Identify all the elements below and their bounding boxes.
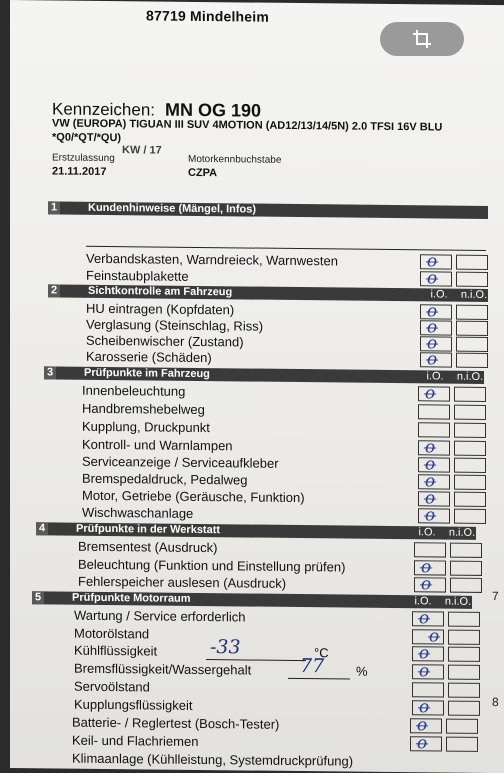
motor-value: CZPA bbox=[188, 166, 218, 180]
check-nio[interactable] bbox=[448, 612, 480, 627]
check-nio[interactable] bbox=[450, 561, 482, 576]
item-verglasung: Verglasung (Steinschlag, Riss) bbox=[86, 316, 264, 334]
item-serviceanzeige: Serviceanzeige / Serviceaufkleber bbox=[82, 453, 279, 471]
tick-mark: ꝋ bbox=[424, 383, 437, 404]
check-nio[interactable] bbox=[456, 353, 488, 368]
item-bremspedaldruck: Bremspedaldruck, Pedalweg bbox=[82, 470, 248, 488]
tick-mark: ꝋ bbox=[424, 454, 437, 475]
check-nio[interactable] bbox=[448, 683, 480, 698]
item-batterie: Batterie- / Reglertest (Bosch-Tester) bbox=[72, 714, 280, 732]
kuehl-value-line bbox=[206, 659, 306, 661]
vehicle-power: KW / 17 bbox=[122, 144, 162, 157]
tick-mark: ꝋ bbox=[420, 557, 433, 578]
item-innenbeleuchtung: Innenbeleuchtung bbox=[82, 382, 186, 399]
item-motor-getriebe: Motor, Getriebe (Geräusche, Funktion) bbox=[82, 487, 305, 506]
tick-mark: ꝋ bbox=[418, 608, 431, 629]
tick-mark: ꝋ bbox=[424, 488, 437, 509]
tick-mark: ꝋ bbox=[416, 733, 429, 754]
check-nio[interactable] bbox=[454, 387, 486, 402]
check-nio[interactable] bbox=[456, 305, 488, 320]
item-feinstaubplakette: Feinstaubplakette bbox=[86, 267, 189, 284]
section-1-header: 1 Kundenhinweise (Mängel, Infos) bbox=[48, 201, 488, 219]
check-nio[interactable] bbox=[454, 509, 486, 524]
tick-mark: ꝋ bbox=[426, 301, 439, 322]
check-nio[interactable] bbox=[456, 337, 488, 352]
item-wischwaschanlage: Wischwaschanlage bbox=[82, 504, 194, 521]
check-nio[interactable] bbox=[454, 441, 486, 456]
check-nio[interactable] bbox=[454, 475, 486, 490]
item-bremsfluessigkeit: Bremsflüssigkeit/Wassergehalt bbox=[74, 660, 252, 678]
vehicle-codes: *Q0/*QT/*QU) bbox=[52, 131, 122, 145]
tick-mark: ꝋ bbox=[420, 574, 433, 595]
item-kuehlfluessigkeit: Kühlflüssigkeit bbox=[74, 642, 158, 659]
item-karosserie: Karosserie (Schäden) bbox=[86, 348, 212, 366]
check-nio[interactable] bbox=[446, 719, 478, 734]
notes-line bbox=[86, 246, 486, 251]
kennzeichen-label: Kennzeichen: bbox=[52, 99, 156, 120]
tick-mark: ꝋ bbox=[426, 333, 439, 354]
item-handbremshebelweg: Handbremshebelweg bbox=[82, 400, 205, 418]
tick-mark: ꝋ bbox=[424, 437, 437, 458]
check-nio[interactable] bbox=[456, 272, 488, 287]
item-keilriemen: Keil- und Flachriemen bbox=[72, 732, 199, 749]
kennzeichen-value: MN OG 190 bbox=[165, 99, 262, 121]
check-nio[interactable] bbox=[456, 255, 488, 270]
check-nio[interactable] bbox=[456, 321, 488, 336]
item-fehlerspeicher: Fehlerspeicher auslesen (Ausdruck) bbox=[78, 573, 287, 591]
header-address: 87719 Mindelheim bbox=[146, 7, 270, 25]
tick-mark: ꝋ bbox=[418, 697, 431, 718]
inspection-sheet bbox=[10, 0, 504, 773]
check-nio[interactable] bbox=[448, 647, 480, 662]
vehicle-description: VW (EUROPA) TIGUAN III SUV 4MOTION (AD12/13/14/5N) 2.0 TFSI 16V BLU bbox=[52, 117, 443, 134]
item-scheibenwischer: Scheibenwischer (Zustand) bbox=[86, 332, 244, 350]
check-nio[interactable] bbox=[454, 423, 486, 438]
tick-mark: ꝋ bbox=[424, 471, 437, 492]
item-klimaanlage: Klimaanlage (Kühlleistung, Systemdruckprüfung) bbox=[72, 750, 354, 769]
check-nio[interactable] bbox=[450, 543, 482, 558]
crop-button[interactable] bbox=[380, 22, 464, 56]
edge-number: 7 bbox=[492, 589, 499, 604]
check-nio[interactable] bbox=[448, 630, 480, 645]
check-nio[interactable] bbox=[448, 701, 480, 716]
item-wartung: Wartung / Service erforderlich bbox=[74, 607, 246, 625]
erstzulassung-value: 21.11.2017 bbox=[52, 165, 107, 179]
item-beleuchtung: Beleuchtung (Funktion und Einstellung prüfen) bbox=[78, 556, 346, 575]
brems-value-line bbox=[288, 678, 350, 680]
item-kupplung: Kupplung, Druckpunkt bbox=[82, 418, 210, 436]
tick-mark: ꝋ bbox=[426, 251, 439, 272]
item-verbandskasten: Verbandskasten, Warndreieck, Warnwesten bbox=[86, 250, 338, 269]
tick-mark: ꝋ bbox=[418, 643, 431, 664]
check-nio[interactable] bbox=[446, 737, 478, 752]
item-hu-eintragen: HU eintragen (Kopfdaten) bbox=[86, 300, 235, 318]
edge-number: 8 bbox=[492, 695, 499, 710]
crop-icon bbox=[412, 29, 432, 49]
check-nio[interactable] bbox=[450, 578, 482, 593]
check-io[interactable] bbox=[418, 422, 450, 437]
tick-mark: ꝋ bbox=[426, 268, 439, 289]
brems-value: 77 bbox=[300, 655, 325, 678]
check-nio[interactable] bbox=[454, 458, 486, 473]
item-servooelstand: Servoölstand bbox=[74, 678, 150, 695]
kuehl-unit: °C bbox=[314, 645, 329, 661]
item-kupplungsfluessigkeit: Kupplungsflüssigkeit bbox=[74, 696, 193, 713]
section-3-header: 3 Prüfpunkte im Fahrzeug i.O. n.i.O. bbox=[44, 366, 484, 384]
erstzulassung-label: Erstzulassung bbox=[52, 152, 115, 165]
item-motoroelstand: Motorölstand bbox=[74, 625, 150, 642]
tick-mark: ꝋ bbox=[428, 626, 441, 647]
tick-mark: ꝋ bbox=[416, 715, 429, 736]
check-io[interactable] bbox=[412, 682, 444, 697]
check-io[interactable] bbox=[414, 542, 446, 557]
section-2-header: 2 Sichtkontrolle am Fahrzeug i.O. n.i.O. bbox=[48, 284, 488, 302]
item-kontrolllampen: Kontroll- und Warnlampen bbox=[82, 436, 233, 454]
check-io[interactable] bbox=[418, 404, 450, 419]
check-nio[interactable] bbox=[448, 665, 480, 680]
brems-unit: % bbox=[356, 663, 368, 679]
section-5-header: 5 Prüfpunkte Motorraum i.O. n.i.O. bbox=[32, 591, 472, 609]
tick-mark: ꝋ bbox=[426, 349, 439, 370]
check-nio[interactable] bbox=[454, 405, 486, 420]
tick-mark: ꝋ bbox=[424, 505, 437, 526]
tick-mark: ꝋ bbox=[426, 317, 439, 338]
check-nio[interactable] bbox=[454, 492, 486, 507]
motor-label: Motorkennbuchstabe bbox=[188, 153, 282, 166]
kuehl-value: -33 bbox=[210, 636, 241, 659]
item-bremsentest: Bremsentest (Ausdruck) bbox=[78, 538, 218, 556]
tick-mark: ꝋ bbox=[418, 661, 431, 682]
section-4-header: 4 Prüfpunkte in der Werkstatt i.O. n.i.O. bbox=[36, 522, 476, 540]
